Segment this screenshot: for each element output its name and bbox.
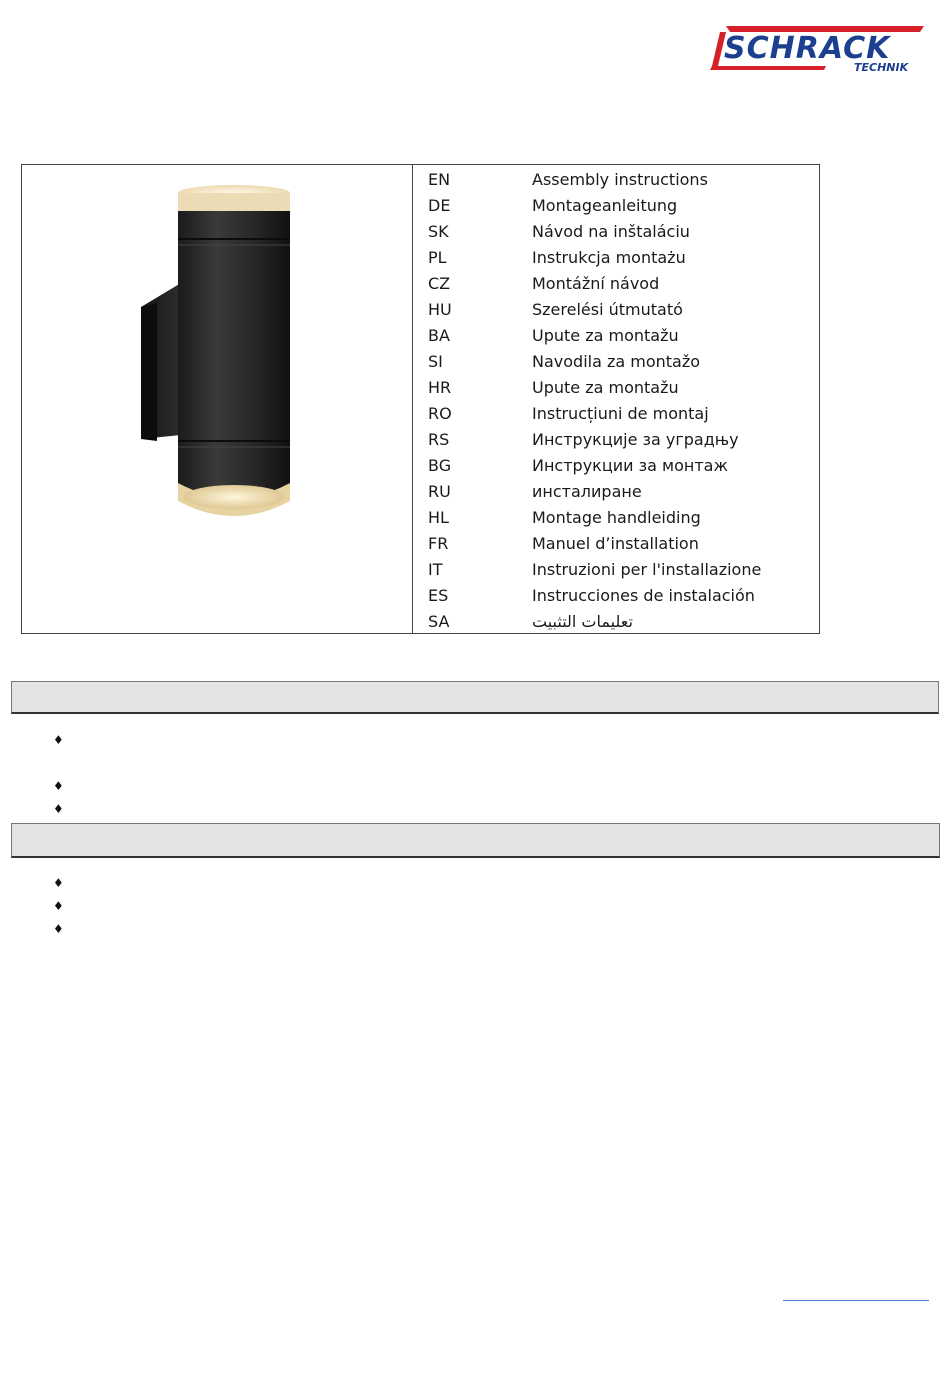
language-code: ES (428, 586, 449, 605)
language-title: Manuel d’installation (532, 534, 699, 553)
language-title: Instrukcja montażu (532, 248, 686, 267)
bullet-icon: ♦ (53, 922, 64, 936)
language-code: RO (428, 404, 452, 423)
language-title: Instruzioni per l'installazione (532, 560, 762, 579)
wall-lamp-image (137, 183, 317, 523)
language-row-it (428, 557, 808, 583)
language-row-ru (428, 479, 808, 505)
language-code: HU (428, 300, 452, 319)
language-row-si (428, 349, 808, 375)
language-code: HR (428, 378, 452, 397)
language-title: инсталиране (532, 482, 642, 501)
footer-link-underline[interactable] (783, 1300, 929, 1301)
bullet-icon: ♦ (53, 733, 64, 747)
product-language-table (21, 164, 820, 634)
language-code: RS (428, 430, 450, 449)
language-title: Upute za montažu (532, 378, 679, 397)
language-code: RU (428, 482, 451, 501)
language-title: تعليمات التثبيت (532, 612, 633, 631)
language-title: Assembly instructions (532, 170, 708, 189)
schrack-logo (706, 22, 932, 76)
language-title: Instrucciones de instalación (532, 586, 755, 605)
language-row-ba (428, 323, 808, 349)
language-row-hu (428, 297, 808, 323)
language-row-pl (428, 245, 808, 271)
language-row-en (428, 167, 808, 193)
language-code: HL (428, 508, 449, 527)
language-row-rs (428, 427, 808, 453)
language-code: SK (428, 222, 449, 241)
language-row-de (428, 193, 808, 219)
language-code: FR (428, 534, 449, 553)
brand-name: SCHRACK (724, 31, 891, 66)
language-code: EN (428, 170, 451, 189)
language-row-bg (428, 453, 808, 479)
language-title: Instrucțiuni de montaj (532, 404, 709, 423)
bullet-icon: ♦ (53, 779, 64, 793)
language-title: Montážní návod (532, 274, 660, 293)
language-code: PL (428, 248, 447, 267)
section-header-bar-2 (11, 823, 940, 858)
language-title: Инструкције за уградњу (532, 430, 739, 449)
language-code: SI (428, 352, 443, 371)
section-header-bar-1 (11, 681, 939, 714)
brand-sub: TECHNIK (854, 61, 909, 74)
schrack-logo-graphic (706, 22, 932, 76)
bullet-icon: ♦ (53, 899, 64, 913)
language-code: SA (428, 612, 450, 631)
language-row-hr (428, 375, 808, 401)
language-row-ro (428, 401, 808, 427)
language-row-es (428, 583, 808, 609)
language-row-sa (428, 609, 808, 635)
language-row-hl (428, 505, 808, 531)
language-title: Upute za montažu (532, 326, 679, 345)
language-title: Navodila za montažo (532, 352, 701, 371)
product-image-cell (22, 165, 413, 633)
language-title: Montageanleitung (532, 196, 678, 215)
language-code: CZ (428, 274, 451, 293)
language-list (428, 167, 808, 635)
language-title: Návod na inštaláciu (532, 222, 690, 241)
language-title: Szerelési útmutató (532, 300, 683, 319)
language-title: Инструкции за монтаж (532, 456, 728, 475)
language-row-sk (428, 219, 808, 245)
language-code: BA (428, 326, 450, 345)
language-row-cz (428, 271, 808, 297)
language-code: DE (428, 196, 451, 215)
language-title: Montage handleiding (532, 508, 701, 527)
language-row-fr (428, 531, 808, 557)
language-code: BG (428, 456, 452, 475)
language-code: IT (428, 560, 443, 579)
bullet-icon: ♦ (53, 802, 64, 816)
bullet-icon: ♦ (53, 876, 64, 890)
